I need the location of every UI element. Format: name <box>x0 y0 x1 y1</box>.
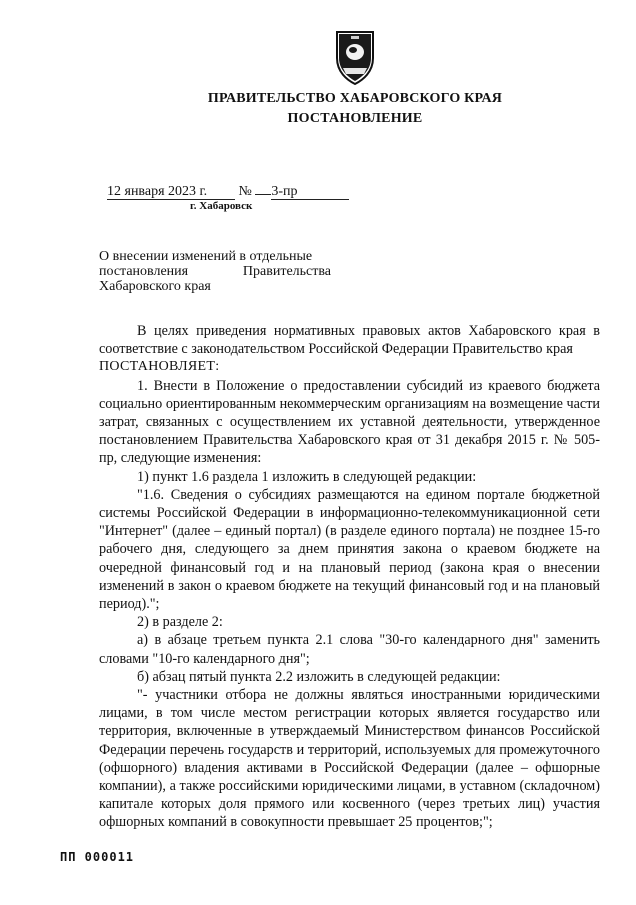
paragraph-item-1: 1. Внести в Положение о предоставлении субсидий из краевого бюджета социально ориентированным некоммерческим организациям на возмещение части затрат, связанных с осуществлением их уставной деятельности, утвержденное постановлением Правительства Хабаровского края от 31 декабря 2015 г. № 505-пр, следующие изменения: <box>99 377 600 467</box>
title-line: О внесении изменений в отдельные <box>99 249 313 264</box>
paragraph-preamble: В целях приведения нормативных правовых актов Хабаровского края в соответствие с законодательством Российской Федерации Правительство края <box>99 323 600 358</box>
paragraph-subitem-1: 1) пункт 1.6 раздела 1 изложить в следующей редакции: <box>137 468 477 485</box>
form-code: ПП 000011 <box>60 850 135 864</box>
title-line: постановления Правительства <box>99 264 331 279</box>
city: г. Хабаровск <box>190 200 253 212</box>
date-line <box>107 184 349 200</box>
number-sign: № <box>238 184 252 199</box>
paragraph-subitem-b: б) абзац пятый пункта 2.2 изложить в следующей редакции: <box>137 668 501 685</box>
paragraph-quote-2-2: "- участники отбора не должны являться иностранными юридическими лицами, в том числе местом регистрации которых является государство или территория, включенные в утверждаемый Министерством финансов Российской Федерации перечень государств и территорий, используемых для промежуточного (офшорного) владения активами в Российской Федерации (далее – офшорные компании), а также российскими юридическими лицами, в уставном (складочном) капитале которых доля прямого или косвенного (через третьих лиц) участия офшорных компаний в совокупности превышает 25 процентов;"; <box>99 687 600 831</box>
title-line: Хабаровского края <box>99 279 211 294</box>
organization-name: ПРАВИТЕЛЬСТВО ХАБАРОВСКОГО КРАЯ <box>207 91 503 106</box>
coat-of-arms-icon <box>331 28 379 86</box>
document-title <box>99 249 331 294</box>
paragraph-subitem-a: а) в абзаце третьем пункта 2.1 слова "30-го календарного дня" заменить словами "10-го календарного дня"; <box>99 632 600 667</box>
document-body <box>99 322 600 832</box>
paragraph-resolves: ПОСТАНОВЛЯЕТ: <box>99 359 220 375</box>
paragraph-quote-1-6: "1.6. Сведения о субсидиях размещаются на едином портале бюджетной системы Российской Федерации в информационно-телекоммуникационной сети "Интернет" (далее – единый портал) (в разделе единого портала) не позднее 15-го рабочего дня, следующего за днем принятия закона о краевом бюджете на очередной финансовый год и на плановый период (закона края о внесении изменений в закон о краевом бюджете на текущий финансовый год и на плановый период)."; <box>99 486 600 613</box>
document-date: 12 января 2023 г. <box>107 184 235 200</box>
paragraph-subitem-2: 2) в разделе 2: <box>137 614 223 631</box>
document-number: 3-пр <box>271 184 349 200</box>
document-type: ПОСТАНОВЛЕНИЕ <box>287 111 423 126</box>
